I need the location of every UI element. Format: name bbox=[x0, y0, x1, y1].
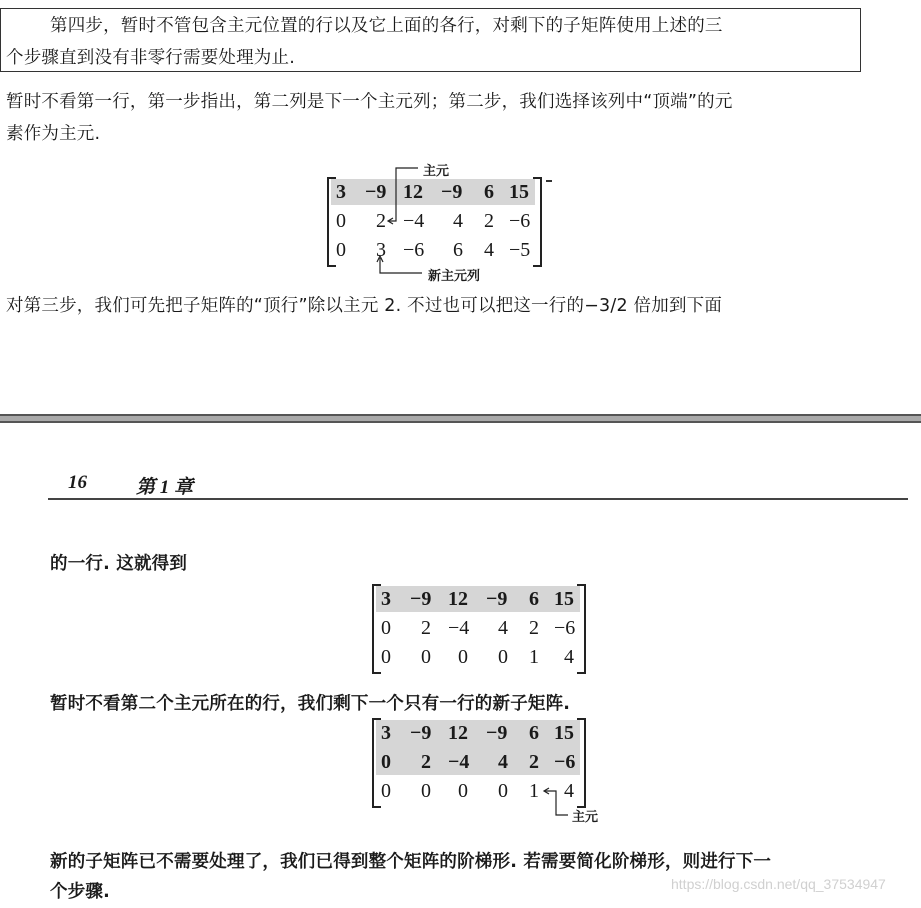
matrix-cell: 15 bbox=[554, 722, 574, 744]
matrix-cell: −9 bbox=[486, 588, 508, 610]
matrix-cell: 2 bbox=[376, 210, 386, 232]
matrix-cell: 0 bbox=[458, 646, 468, 668]
matrix-cell: −9 bbox=[486, 722, 508, 744]
paragraph-2-line1: 对第三步，我们可先把子矩阵的“顶行”除以主元 2. 不过也可以把这一行的−3/2 倍加到下面 bbox=[6, 296, 723, 316]
matrix-cell: 0 bbox=[381, 646, 391, 668]
right-bracket bbox=[577, 718, 586, 808]
matrix-1 bbox=[327, 177, 542, 267]
matrix-2 bbox=[372, 584, 586, 674]
matrix-cell: 1 bbox=[529, 646, 539, 668]
paragraph-1-line1: 暂时不看第一行，第一步指出，第二列是下一个主元列；第二步，我们选择该列中“顶端”的元 bbox=[6, 92, 733, 112]
matrix-cell: 12 bbox=[448, 722, 468, 744]
matrix-cell: 2 bbox=[421, 751, 431, 773]
pivot-label-2: 主元 bbox=[572, 810, 599, 825]
matrix-cell: 12 bbox=[403, 181, 423, 203]
rows-highlight bbox=[376, 720, 580, 775]
left-bracket bbox=[372, 584, 381, 674]
matrix-cell: −4 bbox=[448, 751, 470, 773]
page-number: 16 bbox=[68, 472, 87, 493]
matrix-cell: −4 bbox=[448, 617, 470, 639]
matrix-cell: 0 bbox=[336, 239, 346, 261]
matrix-cell: −9 bbox=[365, 181, 387, 203]
matrix-cell: −9 bbox=[410, 588, 432, 610]
page-separator bbox=[0, 414, 921, 423]
matrix-cell: 3 bbox=[336, 181, 346, 203]
matrix-cell: 2 bbox=[484, 210, 494, 232]
matrix-cell: 3 bbox=[381, 722, 391, 744]
matrix-cell: 6 bbox=[529, 588, 539, 610]
matrix-cell: −6 bbox=[403, 239, 425, 261]
matrix-cell: 4 bbox=[498, 617, 508, 639]
paragraph-5-line2: 个步骤. bbox=[50, 882, 110, 902]
matrix-cell: −9 bbox=[410, 722, 432, 744]
row-highlight bbox=[376, 586, 580, 612]
matrix-cell: −4 bbox=[403, 210, 425, 232]
matrix-cell: 2 bbox=[421, 617, 431, 639]
matrix-cell: 0 bbox=[421, 646, 431, 668]
matrix-cell: 0 bbox=[498, 780, 508, 802]
row-highlight bbox=[331, 179, 535, 205]
matrix-cell: 15 bbox=[509, 181, 529, 203]
chapter-title: 第 1 章 bbox=[136, 477, 194, 498]
pivot-column-label: 新主元列 bbox=[428, 269, 481, 284]
matrix-cell: 0 bbox=[458, 780, 468, 802]
matrix-cell: 4 bbox=[484, 239, 494, 261]
left-bracket bbox=[327, 177, 336, 267]
matrix-cell: 4 bbox=[564, 780, 574, 802]
right-bracket bbox=[533, 177, 542, 267]
matrix-cell: 4 bbox=[498, 751, 508, 773]
matrix-cell: 6 bbox=[453, 239, 463, 261]
matrix-cell: 0 bbox=[381, 751, 391, 773]
watermark: https://blog.csdn.net/qq_37534947 bbox=[671, 876, 886, 892]
paragraph-5-line1: 新的子矩阵已不需要处理了，我们已得到整个矩阵的阶梯形. 若需要简化阶梯形，则进行下一 bbox=[50, 852, 772, 872]
matrix-cell: −5 bbox=[509, 239, 531, 261]
paragraph-3-line1: 的一行. 这就得到 bbox=[50, 554, 188, 574]
matrix-cell: 0 bbox=[498, 646, 508, 668]
matrix-cell: −9 bbox=[441, 181, 463, 203]
matrix-cell: 0 bbox=[381, 617, 391, 639]
matrix-cell: 3 bbox=[381, 588, 391, 610]
matrix-cell: 4 bbox=[564, 646, 574, 668]
matrix-cell: −6 bbox=[554, 617, 576, 639]
right-bracket bbox=[577, 584, 586, 674]
paragraph-4-line1: 暂时不看第二个主元所在的行，我们剩下一个只有一行的新子矩阵. bbox=[50, 694, 571, 714]
header-rule bbox=[48, 498, 908, 500]
matrix-cell: −6 bbox=[554, 751, 576, 773]
matrix-cell: 15 bbox=[554, 588, 574, 610]
matrix-cell: 2 bbox=[529, 617, 539, 639]
matrix-cell: 1 bbox=[529, 780, 539, 802]
pivot-label: 主元 bbox=[423, 164, 450, 179]
boxed-rule-line2: 个步骤直到没有非零行需要处理为止. bbox=[6, 48, 295, 68]
matrix-cell: 0 bbox=[336, 210, 346, 232]
matrix-cell: 2 bbox=[529, 751, 539, 773]
matrix-cell: 0 bbox=[421, 780, 431, 802]
boxed-rule-line1: 第四步，暂时不管包含主元位置的行以及它上面的各行，对剩下的子矩阵使用上述的三 bbox=[50, 16, 723, 36]
matrix-cell: 6 bbox=[529, 722, 539, 744]
left-bracket bbox=[372, 718, 381, 808]
paragraph-1-line2: 素作为主元. bbox=[6, 124, 101, 144]
matrix-cell: 4 bbox=[453, 210, 463, 232]
matrix-cell: 6 bbox=[484, 181, 494, 203]
matrix-cell: 0 bbox=[381, 780, 391, 802]
matrix-cell: −6 bbox=[509, 210, 531, 232]
matrix-cell: 12 bbox=[448, 588, 468, 610]
matrix-3 bbox=[372, 718, 586, 808]
matrix-cell: 3 bbox=[376, 239, 386, 261]
